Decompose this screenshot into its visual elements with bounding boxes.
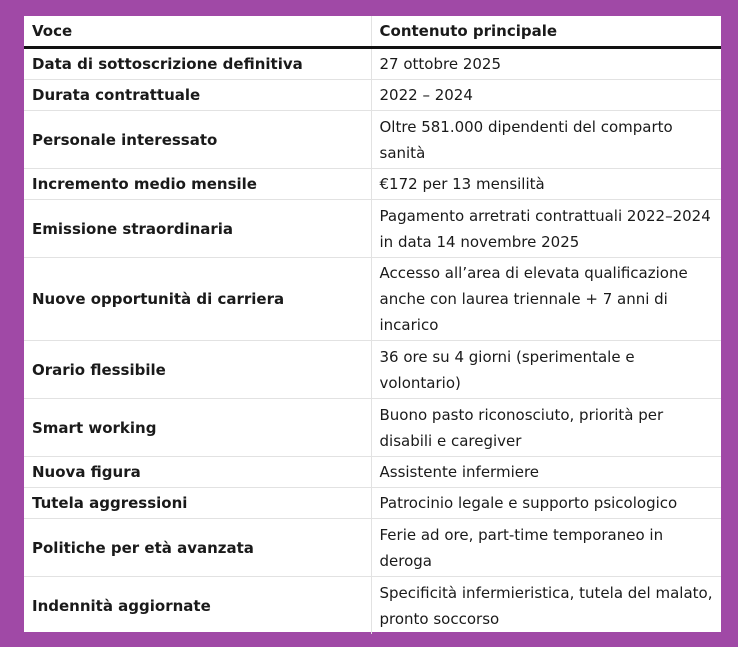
row-voce: Incremento medio mensile [24,169,371,200]
header-voce: Voce [24,16,371,48]
table-frame [24,16,721,632]
row-voce: Nuove opportunità di carriera [24,258,371,341]
row-voce: Nuova figura [24,457,371,488]
table-row [24,80,721,111]
table-row [24,399,721,457]
row-contenuto: 27 ottobre 2025 [371,48,721,80]
row-voce: Data di sottoscrizione definitiva [24,48,371,80]
row-voce: Durata contrattuale [24,80,371,111]
row-voce: Emissione straordinaria [24,200,371,258]
table-row [24,519,721,577]
header-contenuto: Contenuto principale [371,16,721,48]
row-voce: Indennità aggiornate [32,596,211,615]
table-row [24,200,721,258]
table-row [24,48,721,80]
row-contenuto: Assistente infermiere [371,457,721,488]
table-row [24,488,721,519]
table-row [24,457,721,488]
row-contenuto: Pagamento arretrati contrattuali 2022–2024 in data 14 novembre 2025 [371,200,721,258]
row-contenuto: Specificità infermieristica, tutela del malato, pronto soccorso [371,577,721,635]
table-row [24,111,721,169]
table-row [24,577,721,635]
row-voce: Politiche per età avanzata [24,519,371,577]
row-voce: Smart working [24,399,371,457]
row-contenuto: 2022 – 2024 [371,80,721,111]
row-contenuto: Accesso all’area di elevata qualificazione anche con laurea triennale + 7 anni di incarico [371,258,721,341]
table-row [24,341,721,399]
row-contenuto: Oltre 581.000 dipendenti del comparto sanità [371,111,721,169]
row-contenuto: Patrocinio legale e supporto psicologico [371,488,721,519]
row-voce: Orario flessibile [24,341,371,399]
row-contenuto: €172 per 13 mensilità [371,169,721,200]
row-contenuto: Ferie ad ore, part-time temporaneo in deroga [371,519,721,577]
row-voce: Tutela aggressioni [24,488,371,519]
row-contenuto: 36 ore su 4 giorni (sperimentale e volontario) [371,341,721,399]
contract-summary-table [24,16,721,634]
table-header-row [24,16,721,48]
table-row [24,169,721,200]
row-voce: Personale interessato [24,111,371,169]
table-row [24,258,721,341]
row-contenuto: Buono pasto riconosciuto, priorità per disabili e caregiver [371,399,721,457]
